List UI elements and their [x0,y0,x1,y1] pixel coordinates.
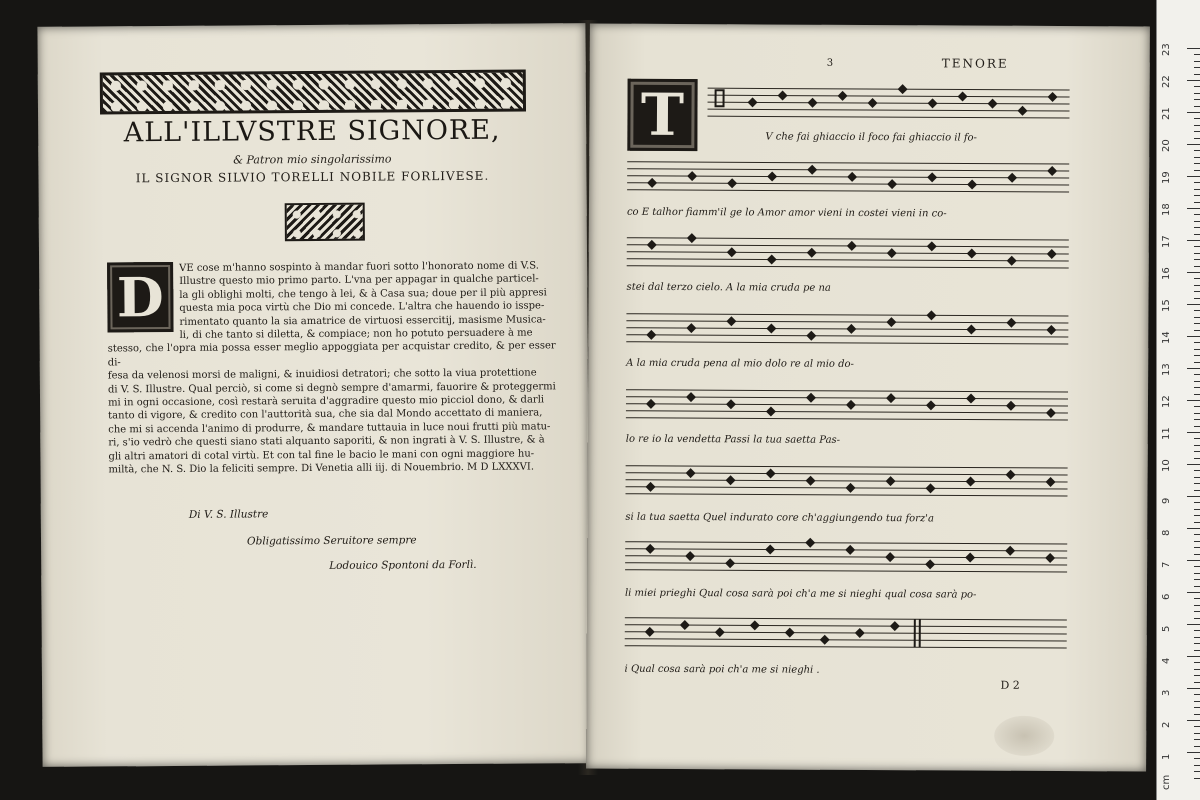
ruler-tick [1187,368,1200,369]
ruler-label: 12 [1161,395,1172,408]
ruler-label: 15 [1161,299,1172,312]
ruler-tick [1187,592,1200,593]
ruler-tick [1194,234,1200,235]
ruler-tick [1187,656,1200,657]
ruler-label: 11 [1161,427,1172,440]
ruler-tick [1194,534,1200,535]
ruler-tick [1194,707,1200,708]
ruler-tick [1194,771,1200,772]
ruler-tick [1187,528,1200,529]
ruler-label: 2 [1161,721,1172,728]
music-staff-2 [627,156,1069,198]
ruler-tick [1194,330,1200,331]
ruler-tick [1187,400,1200,401]
ruler-tick [1194,278,1200,279]
ruler-label: 6 [1161,593,1172,600]
ruler-tick [1194,515,1200,516]
body-line: di V. S. Illustre. Qual perciò, si come si degnò sempre d'amarmi, fauorire & proteggermi [107,380,556,396]
folio-number: 3 [826,57,834,69]
lyric-line-8: i Qual cosa sarà poi ch'a me si nieghi . [624,663,820,676]
ruler-tick [1187,208,1200,209]
ruler-label: 18 [1161,203,1172,216]
ruler-tick [1194,106,1200,107]
ruler-tick [1194,189,1200,190]
closing-salutation: Di V. S. Illustre [188,508,269,521]
ruler-tick [1194,637,1200,638]
ruler-tick [1194,445,1200,446]
ruler-tick [1194,86,1200,87]
body-line: tanto di vigore, & credito con l'auttorità sua, che sia dal Mondo accettato di maniera, [108,407,543,422]
ruler-tick [1194,61,1200,62]
ruler-tick [1194,138,1200,139]
ruler-tick [1194,298,1200,299]
ruler-tick [1194,675,1200,676]
ruler-tick [1194,310,1200,311]
ruler-tick [1194,502,1200,503]
ruler-tick [1187,304,1200,305]
lyric-line-6: si la tua saetta Quel indurato core ch'aggiungendo tua forz'a [625,511,934,525]
ruler-tick [1194,202,1200,203]
body-line: li, di che tanto si diletta, & compiace; non ho potuto persuadere à me [179,327,533,341]
ruler-tick [1187,48,1200,49]
ruler-label: 1 [1161,753,1172,760]
initial-letter-d: D [107,262,173,332]
ruler-tick [1187,720,1200,721]
ruler-tick [1194,74,1200,75]
ruler-tick [1194,387,1200,388]
ruler-tick [1194,394,1200,395]
music-staff-5 [626,384,1068,426]
ruler-label: 23 [1161,43,1172,56]
ruler-tick [1194,451,1200,452]
ruler-tick [1194,125,1200,126]
ruler-tick [1194,765,1200,766]
ruler-label: 22 [1161,75,1172,88]
body-line: miltà, che N. S. Dio la feliciti sempre. Di Venetia alli iij. di Nouembrio. M D LXXXVI. [108,461,535,476]
ruler-label: 5 [1161,625,1172,632]
ruler-tick [1194,694,1200,695]
ruler-label: 8 [1161,529,1172,536]
ruler-tick [1194,413,1200,414]
body-line: che mi si accenda l'animo di produrre, & mandare tuttauia in luce noui frutti più matu- [108,421,551,436]
body-line: Illustre questo mio primo parto. L'vna per appagar in qualche particel- [179,273,539,288]
ruler-tick [1194,227,1200,228]
ruler-label: 14 [1161,331,1172,344]
closing-author: Lodouico Spontoni da Forlì. [329,558,477,572]
ruler-tick [1194,630,1200,631]
ruler-label: 20 [1161,139,1172,152]
ruler-tick [1187,464,1200,465]
ruler-tick [1194,259,1200,260]
ruler-tick [1194,285,1200,286]
ruler-label: 16 [1161,267,1172,280]
ruler-tick [1194,266,1200,267]
lyric-line-4: A la mia cruda pena al mio dolo re al mio do- [626,357,854,370]
ruler-label: 19 [1161,171,1172,184]
ruler-tick [1194,355,1200,356]
part-title: TENORE [941,56,1009,71]
ruler-tick [1194,458,1200,459]
ruler-tick [1194,605,1200,606]
dedication-heading: ALL'ILLVSTRE SIGNORE, [123,114,501,149]
music-staff-8 [625,612,1067,654]
ruler-tick [1187,112,1200,113]
ruler-tick [1194,99,1200,100]
ruler-label: 9 [1161,497,1172,504]
dedication-body [107,259,556,477]
ruler-tick [1194,118,1200,119]
ruler-tick [1194,662,1200,663]
closing-servant: Obligatissimo Seruitore sempre [246,534,417,548]
ruler-tick [1194,643,1200,644]
ruler-tick [1194,381,1200,382]
ruler-tick [1194,490,1200,491]
ruler-tick [1194,650,1200,651]
ruler-tick [1187,144,1200,145]
ruler-tick [1194,246,1200,247]
ruler-tick [1187,176,1200,177]
ruler-unit: cm [1161,774,1172,790]
music-staff-4 [626,308,1068,350]
ruler-tick [1194,406,1200,407]
ruler-tick [1194,701,1200,702]
music-staff-3 [627,232,1069,274]
ruler-tick [1194,291,1200,292]
ruler-tick [1194,682,1200,683]
ruler-tick [1187,496,1200,497]
ruler-tick [1187,688,1200,689]
measuring-ruler [1156,0,1200,800]
body-line: gli altri amatori di cotal virtù. Et con tal fine le bacio le mani con ogni maggiore hu- [108,448,535,463]
ruler-tick [1194,618,1200,619]
ruler-tick [1194,317,1200,318]
music-staff-6 [625,460,1067,502]
lyric-line-2: co E talhor fiamm'il ge lo Amor amor vieni in costei vieni in co- [626,206,947,220]
ruler-tick [1194,611,1200,612]
left-page [37,23,590,767]
ruler-tick [1187,240,1200,241]
ruler-tick [1194,470,1200,471]
ruler-tick [1194,374,1200,375]
body-line: rimentato quanto la sia amatrice de virtuosi essercitij, masisme Musica- [179,314,546,328]
ruler-label: 13 [1161,363,1172,376]
ruler-tick [1194,477,1200,478]
ruler-tick [1194,221,1200,222]
initial-letter-t: T [627,79,697,151]
ruler-tick [1194,214,1200,215]
ruler-label: 3 [1161,689,1172,696]
paper-stain [994,716,1054,756]
ruler-tick [1194,586,1200,587]
ruler-tick [1194,342,1200,343]
ruler-tick [1194,739,1200,740]
right-page [586,24,1150,772]
ruler-tick [1194,54,1200,55]
music-staff-7 [625,536,1067,578]
ruler-tick [1194,726,1200,727]
ruler-tick [1194,163,1200,164]
ruler-tick [1194,419,1200,420]
ruler-tick [1187,432,1200,433]
ruler-tick [1194,67,1200,68]
head-ornament [100,70,526,115]
dedicatee-name: IL SIGNOR SILVIO TORELLI NOBILE FORLIVESE. [135,168,490,186]
ruler-tick [1194,483,1200,484]
ruler-label: 10 [1161,459,1172,472]
ruler-tick [1194,714,1200,715]
body-line: la gli oblighi molti, che tengo à lei, & à Casa sua; doue per il più appresi [179,287,547,301]
ruler-label: 17 [1161,235,1172,248]
ruler-label: 4 [1161,657,1172,664]
ruler-tick [1194,554,1200,555]
ruler-tick [1194,157,1200,158]
ruler-tick [1194,170,1200,171]
ruler-tick [1194,438,1200,439]
ruler-tick [1194,547,1200,548]
ruler-tick [1194,182,1200,183]
body-line: VE cose m'hanno sospinto à mandar fuori sotto l'honorato nome di V.S. [179,260,539,274]
ruler-tick [1194,323,1200,324]
ruler-tick [1194,509,1200,510]
ruler-tick [1194,758,1200,759]
ruler-tick [1194,573,1200,574]
ruler-tick [1187,624,1200,625]
ruler-tick [1194,541,1200,542]
lyric-line-5: lo re io la vendetta Passi la tua saetta Pas- [625,433,841,446]
ruler-tick [1187,80,1200,81]
ruler-tick [1194,93,1200,94]
ruler-tick [1194,131,1200,132]
music-staff-1 [707,82,1069,124]
ruler-tick [1194,746,1200,747]
ruler-tick [1194,669,1200,670]
ruler-tick [1194,253,1200,254]
body-line: ri, s'io vedrò che questi siano stati alquanto saporiti, & non ingrati à V. S. Illustre, & à [108,434,545,449]
signature-mark: D 2 [1000,678,1020,692]
ruler-tick [1194,566,1200,567]
dedication-subheading: & Patron mio singolarissimo [233,152,392,167]
ruler-tick [1194,522,1200,523]
ruler-tick [1194,778,1200,779]
lyric-line-3: stei dal terzo cielo. A la mia cruda pe na [626,281,831,294]
ruler-tick [1187,336,1200,337]
ruler-label: 7 [1161,561,1172,568]
body-line: fesa da velenosi morsi de maligni, & inuidiosi detratori; che sotto la viua protettione [107,367,537,382]
ruler-tick [1194,579,1200,580]
ruler-tick [1194,150,1200,151]
ruler-label: 21 [1161,107,1172,120]
body-line: questa mia poca virtù che Dio mi concede. L'altra che hauendo io isspe- [179,300,545,315]
ruler-tick [1194,349,1200,350]
lyric-line-7: li miei prieghi Qual cosa sarà poi ch'a me si nieghi qual cosa sarà po- [624,587,977,601]
ruler-tick [1187,272,1200,273]
center-ornament [285,203,365,242]
ruler-tick [1187,560,1200,561]
ruler-tick [1194,598,1200,599]
ruler-tick [1194,362,1200,363]
lyric-line-1: V che fai ghiaccio il foco fai ghiaccio il fo- [765,131,977,144]
ruler-tick [1194,426,1200,427]
body-line: stesso, che l'opra mia possa esser meglio appoggiata per acquistar credito, & per esser di- [107,340,556,369]
ruler-tick [1194,733,1200,734]
ruler-tick [1194,195,1200,196]
ruler-tick [1187,752,1200,753]
body-line: mi in ogni occasione, così restarà seruita d'aggradire questo mio picciol dono, & darli [108,394,545,409]
